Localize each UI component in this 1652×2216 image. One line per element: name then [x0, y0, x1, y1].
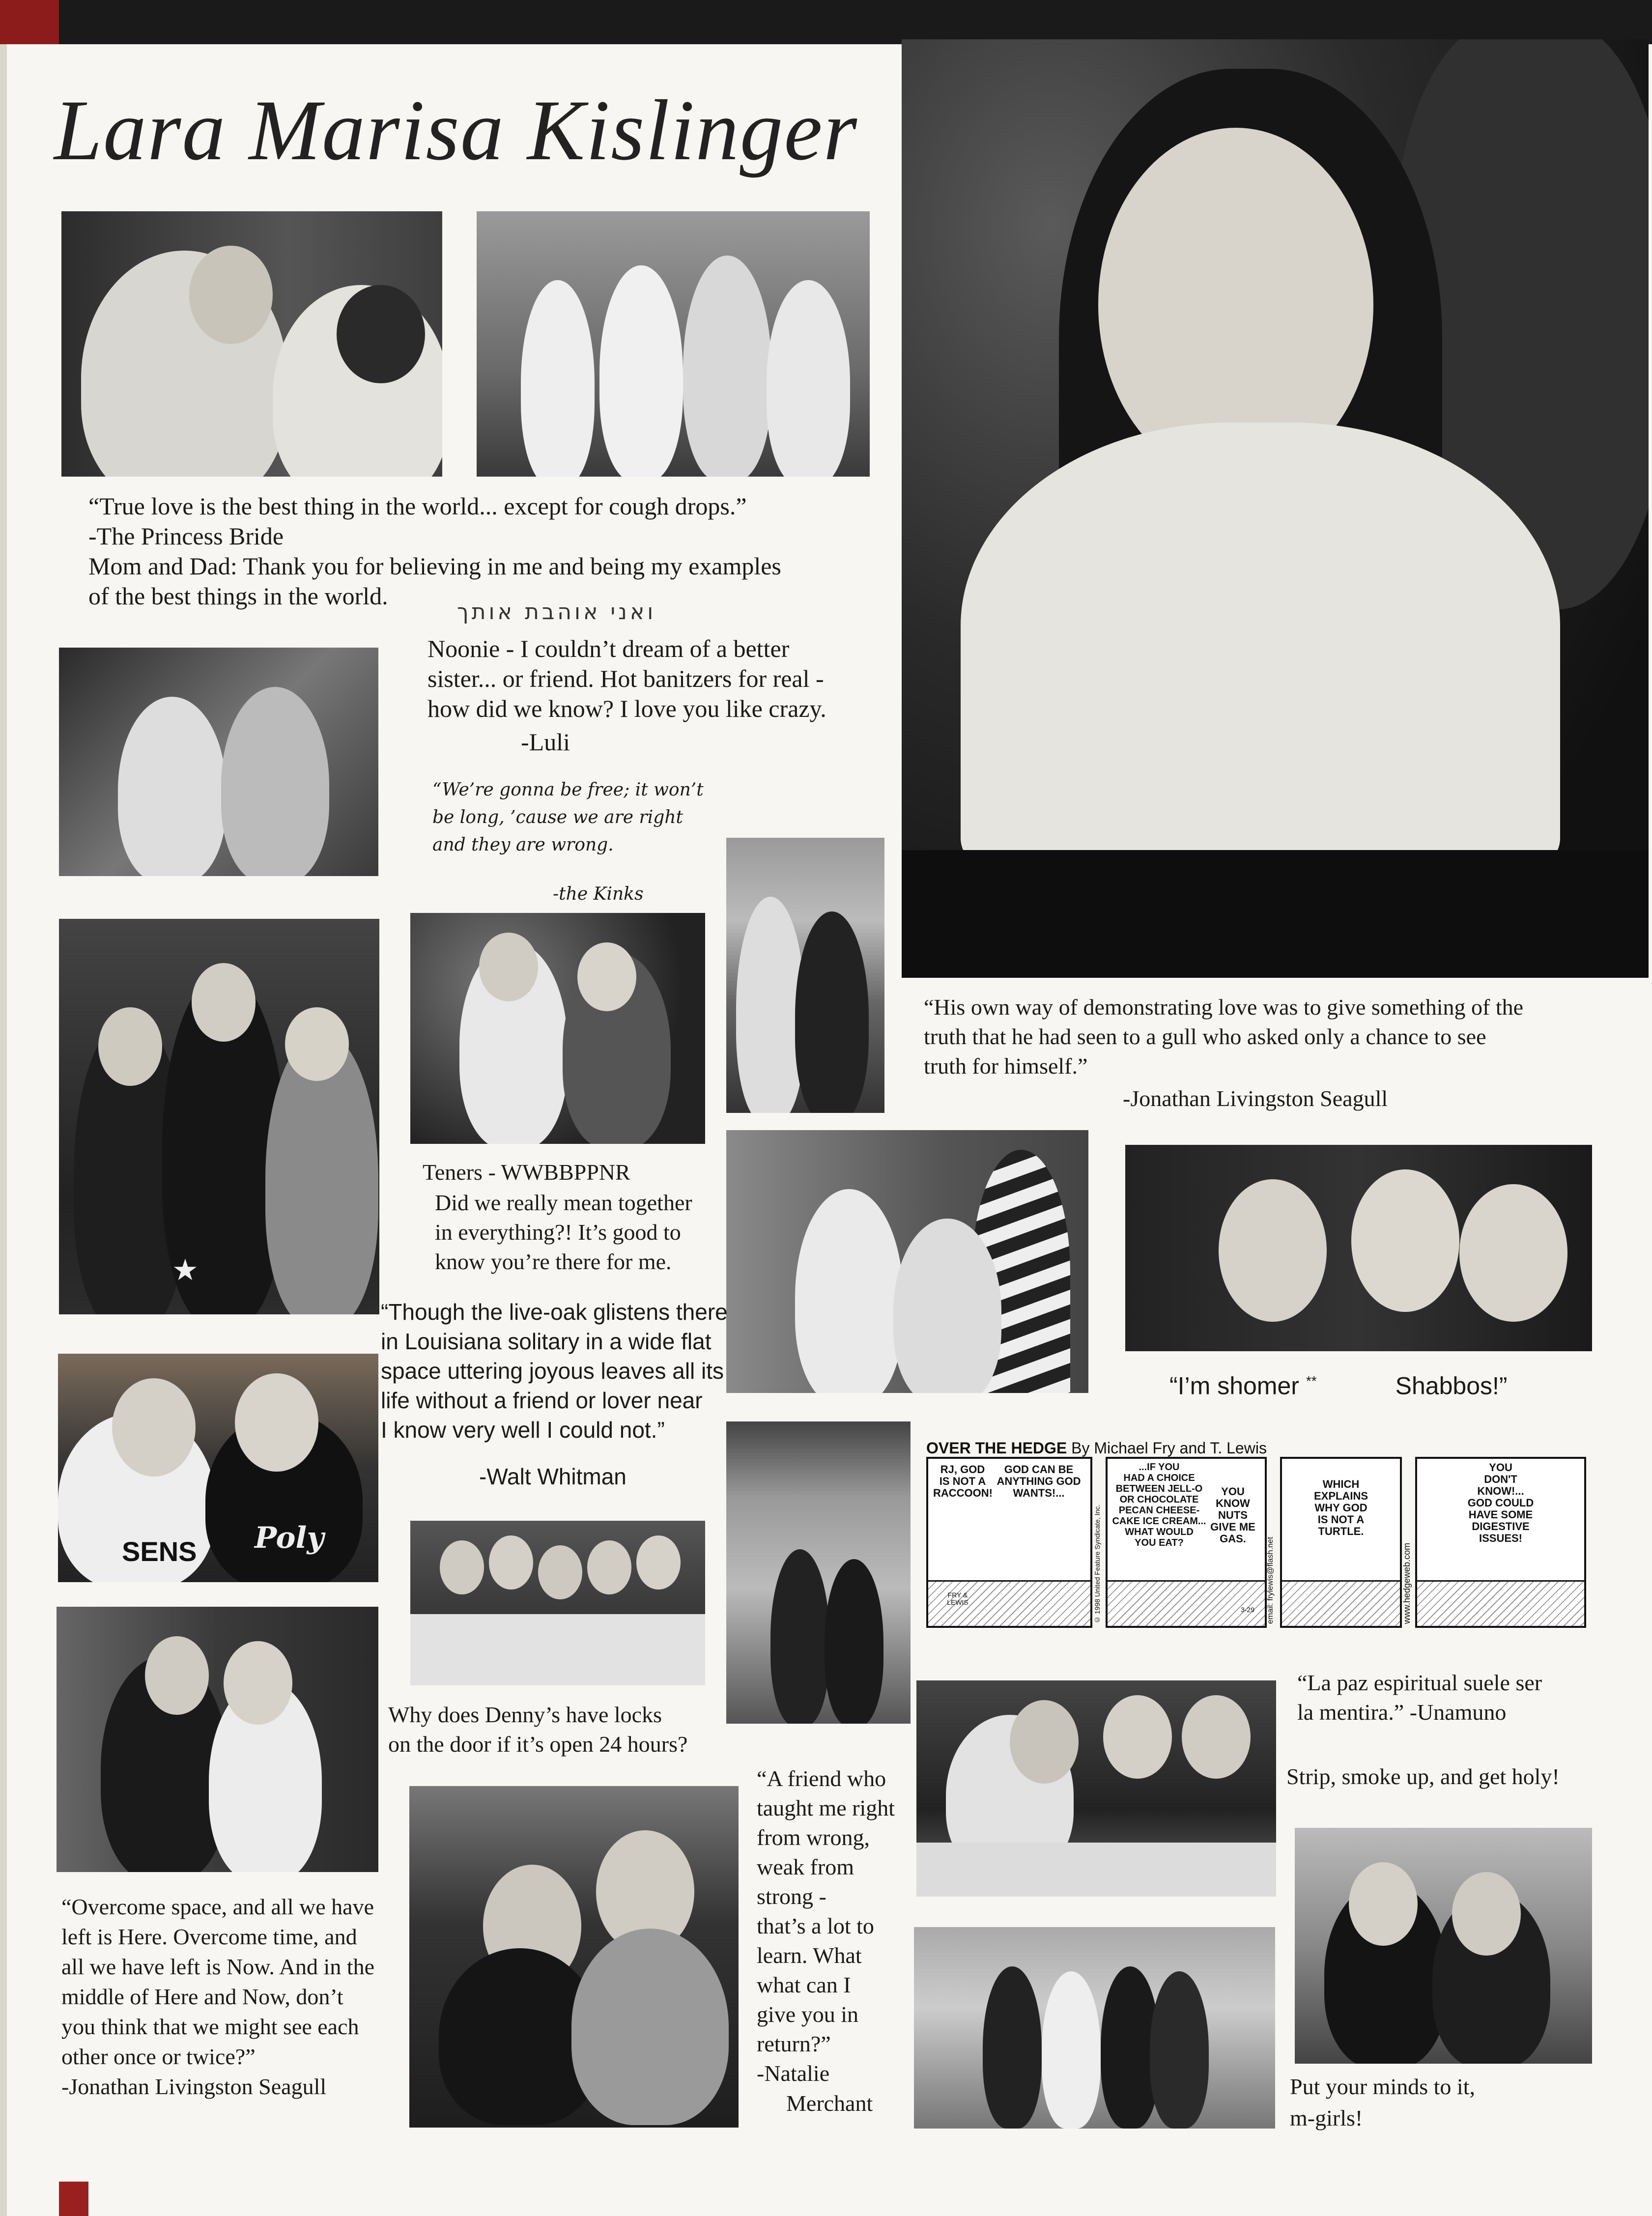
comic-bubble: ...IF YOU HAD A CHOICE BETWEEN JELL-O OR CHOCOLATE PECAN CHEESE- CAKE ICE CREAM... WHAT WOULD YOU EAT?	[1112, 1462, 1206, 1548]
natalie-merchant-last: Merchant	[786, 2091, 873, 2116]
photo-shirts	[58, 1354, 378, 1582]
comic-credit: By Michael Fry and T. Lewis	[1067, 1439, 1267, 1457]
teners-note: Did we really mean together in everything?! It’s good to know you’re there for me.	[435, 1190, 692, 1274]
comic-panel-4	[1415, 1457, 1586, 1628]
photo-m-girls	[1295, 1828, 1592, 2064]
whitman-attribution: -Walt Whitman	[479, 1464, 627, 1489]
red-tab	[0, 0, 59, 44]
red-tab-bottom	[59, 2182, 88, 2216]
get-holy-quote: Strip, smoke up, and get holy!	[1286, 1764, 1560, 1789]
photo-eating	[409, 1786, 739, 2128]
shomer-text: “I’m shomer	[1169, 1372, 1306, 1400]
princess-bride-quote: “True love is the best thing in the world... except for cough drops.” -The Princess Bride Mom and Dad: Thank you for believing in me and being my examples of the best things in the world.	[88, 492, 781, 610]
seagull-love-quote: “His own way of demonstrating love was to give something of the truth that he had seen to a gull who asked only a chance to see truth for himself.”	[924, 994, 1524, 1079]
overcome-quote: “Overcome space, and all we have left is Here. Overcome time, and all we have left is Now. And in the middle of Here and Now, don’t you think that we might see each other once or twice?” -Jonathan Livingston Seagull	[61, 1894, 375, 2099]
comic-heading	[926, 1439, 1267, 1457]
natalie-merchant-quote: “A friend who taught me right from wrong, weak from strong - that’s a lot to learn. What what can I give you in return?” -Natalie	[757, 1766, 895, 2086]
comic-bubble: YOU DON'T KNOW!... GOD COULD HAVE SOME DIGESTIVE ISSUES!	[1467, 1461, 1534, 1544]
photo-beach	[914, 1927, 1275, 2129]
shomer-caption	[1169, 1366, 1508, 1401]
photo-dinner	[916, 1680, 1276, 1897]
comic-signature: FRY & LEWIS	[947, 1591, 968, 1606]
shirt-text-right: Poly	[255, 1521, 324, 1555]
photo-grandfather	[726, 838, 884, 1113]
shomer-mark: **	[1306, 1373, 1317, 1389]
photo-family	[477, 211, 870, 477]
unamuno-quote: “La paz espiritual suele ser la mentira.” -Unamuno	[1297, 1670, 1542, 1725]
comic-email: email: frylewis@flash.net	[1266, 1536, 1275, 1624]
page-spine	[0, 44, 7, 2216]
dennys-question: Why does Denny’s have locks on the door if it’s open 24 hours?	[388, 1702, 688, 1757]
kinks-attribution: -the Kinks	[553, 884, 644, 904]
comic-panel-3	[1280, 1457, 1402, 1628]
comic-date: 3-29	[1240, 1606, 1255, 1614]
comic-bubble: RJ, GOD IS NOT A RACCOON!	[933, 1463, 993, 1499]
seagull-love-attribution: -Jonathan Livingston Seagull	[1123, 1086, 1388, 1111]
star-icon: ★	[172, 1254, 199, 1286]
photo-umbrella	[726, 1130, 1088, 1393]
comic-bubble: GOD CAN BE ANYTHING GOD WANTS!...	[997, 1463, 1081, 1499]
whitman-quote: “Though the live-oak glistens there in Louisiana solitary in a wide flat space uttering joyous leaves all its life without a friend or lover near I know very well I could not.”	[381, 1299, 728, 1443]
m-girls-caption: Put your minds to it, m-girls!	[1290, 2074, 1475, 2131]
photo-group-table	[410, 1521, 705, 1685]
page-title: Lara Marisa Kislinger	[54, 83, 858, 178]
photo-parents	[61, 211, 442, 477]
photo-costumes	[59, 919, 379, 1314]
photo-sisters-kids	[59, 648, 378, 876]
shirt-text-left: SENS	[122, 1536, 197, 1567]
photo-garden	[410, 913, 705, 1144]
comic-panel-2	[1106, 1457, 1267, 1628]
teners-heading: Teners - WWBBPPNR	[423, 1160, 630, 1185]
comic-panel-1	[926, 1457, 1092, 1628]
photo-lakeside	[726, 1421, 911, 1724]
shomer-end: Shabbos!”	[1395, 1372, 1508, 1400]
photo-three-girls	[1125, 1145, 1592, 1351]
kinks-quote: “We’re gonna be free; it won’t be long, ’cause we are right and they are wrong.	[432, 780, 704, 855]
portrait-photo	[902, 39, 1649, 978]
noonie-note: Noonie - I couldn’t dream of a better sister... or friend. Hot banitzers for real - how did we know? I love you like crazy.	[427, 635, 826, 722]
hebrew-note: ואני אוהבת אותך	[457, 599, 656, 625]
comic-website: www.hedgeweb.com	[1402, 1542, 1412, 1624]
comic-bubble: YOU KNOW NUTS GIVE ME GAS.	[1210, 1485, 1255, 1545]
comic-title: OVER THE HEDGE	[926, 1439, 1067, 1457]
comic-strip	[926, 1439, 1587, 1629]
photo-couple	[57, 1607, 378, 1872]
comic-bubble: WHICH EXPLAINS WHY GOD IS NOT A TURTLE.	[1313, 1478, 1368, 1537]
luli-signature: -Luli	[521, 728, 570, 756]
comic-copyright: © 1998 United Feature Syndicate, Inc.	[1093, 1504, 1101, 1624]
